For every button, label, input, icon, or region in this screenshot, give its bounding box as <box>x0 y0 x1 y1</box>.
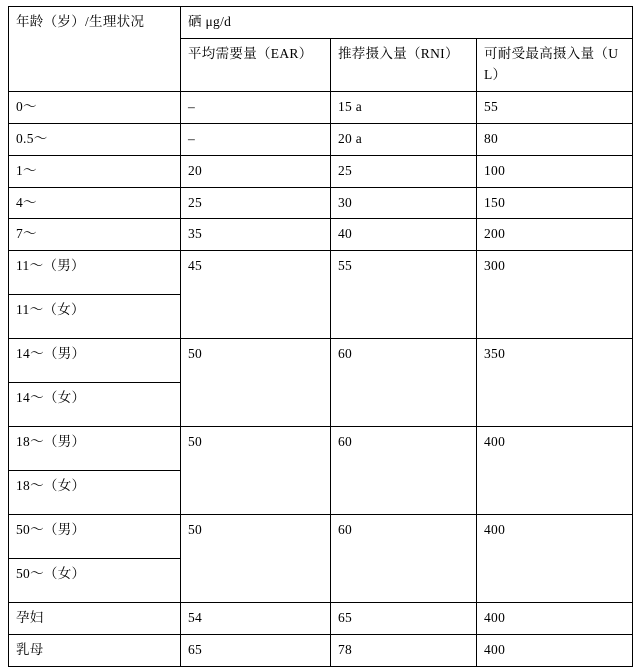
row-ul-value: 400 <box>477 515 633 603</box>
header-ear-cell: 平均需要量（EAR） <box>181 38 331 91</box>
row-ul-value: 400 <box>477 603 633 635</box>
row-ul-value: 80 <box>477 123 633 155</box>
nutrient-intake-table <box>8 6 633 667</box>
row-rni-value: 20 a <box>331 123 477 155</box>
row-age-label: 50～（女） <box>9 559 181 603</box>
row-age-label: 0～ <box>9 91 181 123</box>
row-rni-value: 60 <box>331 339 477 427</box>
table-row <box>9 251 633 295</box>
row-rni-value: 25 <box>331 155 477 187</box>
table-row <box>9 339 633 383</box>
header-ul-cell: 可耐受最高摄入量（UL） <box>477 38 633 91</box>
row-rni-value: 78 <box>331 635 477 667</box>
row-ear-value: 35 <box>181 219 331 251</box>
table-row <box>9 91 633 123</box>
row-rni-value: 30 <box>331 187 477 219</box>
row-age-label: 7～ <box>9 219 181 251</box>
row-ear-value: 20 <box>181 155 331 187</box>
table-row <box>9 515 633 559</box>
row-ear-value: 54 <box>181 603 331 635</box>
row-ear-value: 50 <box>181 339 331 427</box>
row-ear-value: 25 <box>181 187 331 219</box>
row-ear-value: – <box>181 123 331 155</box>
row-ul-value: 350 <box>477 339 633 427</box>
row-age-label: 0.5～ <box>9 123 181 155</box>
table-row <box>9 635 633 667</box>
row-ul-value: 100 <box>477 155 633 187</box>
row-ul-value: 400 <box>477 635 633 667</box>
row-age-label: 11～（女） <box>9 295 181 339</box>
row-age-label: 50～（男） <box>9 515 181 559</box>
table-row <box>9 219 633 251</box>
row-age-label: 1～ <box>9 155 181 187</box>
table-row <box>9 123 633 155</box>
row-age-label: 乳母 <box>9 635 181 667</box>
row-age-label: 18～（男） <box>9 427 181 471</box>
row-ul-value: 200 <box>477 219 633 251</box>
table-header-row-group <box>9 7 633 39</box>
row-ear-value: 50 <box>181 515 331 603</box>
row-rni-value: 60 <box>331 427 477 515</box>
row-age-label: 18～（女） <box>9 471 181 515</box>
row-age-label: 孕妇 <box>9 603 181 635</box>
row-rni-value: 15 a <box>331 91 477 123</box>
header-age-cell: 年龄（岁）/生理状况 <box>9 7 181 92</box>
row-ul-value: 400 <box>477 427 633 515</box>
row-age-label: 4～ <box>9 187 181 219</box>
table-row <box>9 155 633 187</box>
row-ul-value: 300 <box>477 251 633 339</box>
row-rni-value: 60 <box>331 515 477 603</box>
row-age-label: 14～（女） <box>9 383 181 427</box>
row-ear-value: 65 <box>181 635 331 667</box>
row-rni-value: 55 <box>331 251 477 339</box>
row-age-label: 11～（男） <box>9 251 181 295</box>
table-body <box>9 7 633 667</box>
header-rni-cell: 推荐摄入量（RNI） <box>331 38 477 91</box>
row-ul-value: 150 <box>477 187 633 219</box>
row-ear-value: 45 <box>181 251 331 339</box>
row-rni-value: 65 <box>331 603 477 635</box>
row-ear-value: 50 <box>181 427 331 515</box>
row-rni-value: 40 <box>331 219 477 251</box>
row-age-label: 14～（男） <box>9 339 181 383</box>
header-nutrient-group: 硒 μg/d <box>181 7 633 39</box>
table-row <box>9 427 633 471</box>
table-row <box>9 187 633 219</box>
row-ear-value: – <box>181 91 331 123</box>
row-ul-value: 55 <box>477 91 633 123</box>
